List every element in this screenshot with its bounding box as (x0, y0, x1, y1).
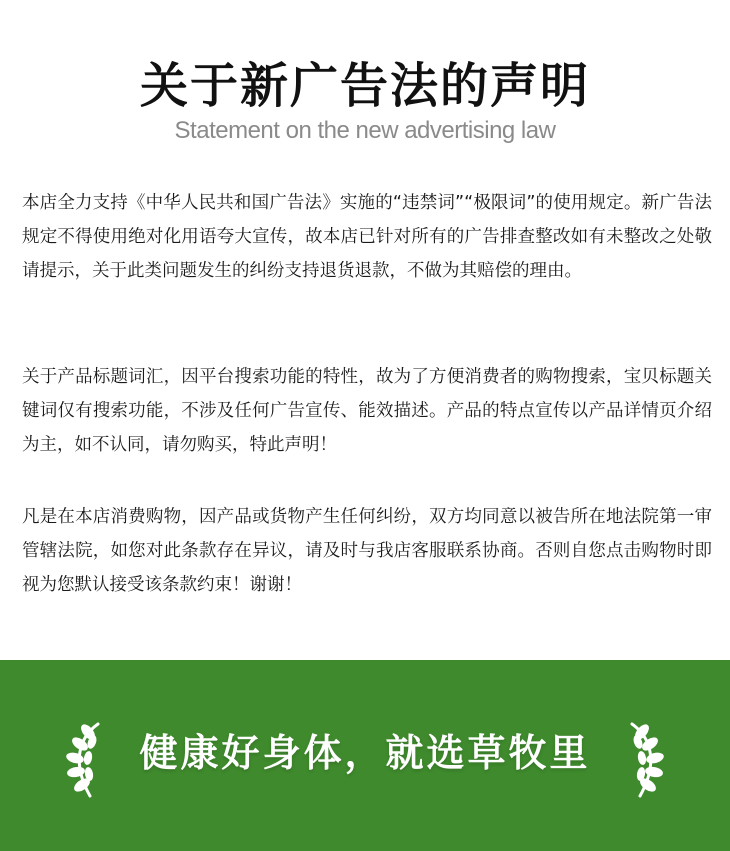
statement-title: 关于新广告法的声明 (139, 58, 590, 114)
statement-subtitle: Statement on the new advertising law (174, 117, 556, 144)
paragraph-3: 凡是在本店消费购物，因产品或货物产生任何纠纷，双方均同意以被告所在地法院第一审管辖法院，如您对此条款存在异议，请及时与我店客服联系协商。否则自您点击购物时即视为您默认接受该条款约束！谢谢！ (22, 507, 712, 595)
paragraph-1: 本店全力支持《中华人民共和国广告法》实施的“违禁词”“极限词”的使用规定。新广告法规定不得使用绝对化用语夸大宣传，故本店已针对所有的广告排查整改如有未整改之处敬请提示，关于此类问题发生的纠纷支持退货退款，不做为其赔偿的理由。 (22, 193, 712, 281)
paragraph-2: 关于产品标题词汇，因平台搜索功能的特性，故为了方便消费者的购物搜索，宝贝标题关键词仅有搜索功能，不涉及任何广告宣传、能效描述。产品的特点宣传以产品详情页介绍为主，如不认同，请勿购买，特此声明！ (22, 367, 712, 455)
laurel-right-icon (622, 718, 666, 802)
slogan-banner (0, 660, 730, 851)
slogan-text: 健康好身体，就选草牧里 (139, 731, 591, 775)
